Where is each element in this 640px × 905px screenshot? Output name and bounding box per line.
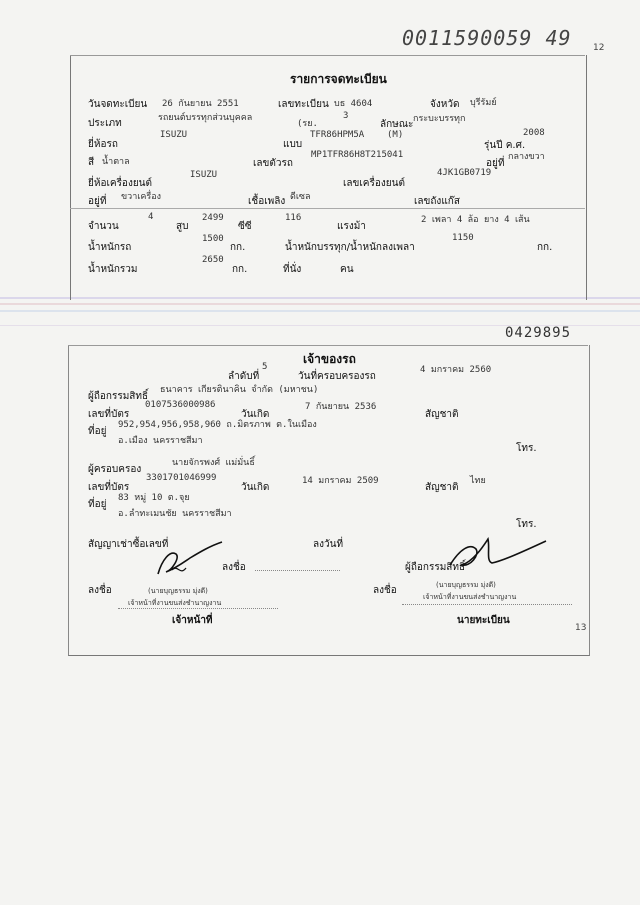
chassis-location: กลางขวา — [508, 152, 545, 162]
engine-number-label: เลขเครื่องยนต์ — [343, 178, 405, 189]
plate: บธ 4604 — [334, 99, 373, 109]
seq-number: 5 — [262, 362, 268, 372]
owner-stamp-number: 0429895 — [505, 325, 572, 341]
load-unit: กก. — [537, 242, 553, 253]
brand: ISUZU — [160, 130, 188, 140]
horsepower: 116 — [285, 213, 302, 223]
official-signature — [150, 540, 230, 580]
cylinder-label: สูบ — [176, 221, 189, 232]
holder-address-2: อ.เมือง นครราชสีมา — [118, 436, 203, 446]
engine-brand-label: ยี่ห้อเครื่องยนต์ — [88, 178, 153, 189]
fuel: ดีเซล — [290, 192, 311, 202]
official-sign-title: เจ้าหน้าที่งานขนส่งชำนาญงาน — [128, 599, 222, 607]
registrar-sign-name: (นายบุญธรรม มุ่งดี) — [436, 581, 496, 589]
registration-title: รายการจดทะเบียน — [290, 72, 387, 86]
type-code: (รย. — [297, 119, 318, 129]
possessor-name: นายจักรพงศ์ แม่มั่นธิ์ — [172, 458, 255, 468]
plate-label: เลขทะเบียน — [278, 99, 329, 110]
reg-date: 26 กันยายน 2551 — [162, 99, 239, 109]
engine-at-label: อยู่ที่ — [88, 196, 107, 207]
seats-label: ที่นั่ง — [283, 264, 302, 275]
brand-label: ยี่ห้อรถ — [88, 139, 118, 150]
fuel-label: เชื้อเพลิง — [248, 196, 286, 207]
possessor-address-1: 83 หมู่ 10 ต.จุย — [118, 493, 190, 503]
possessor-label: ผู้ครอบครอง — [88, 464, 142, 475]
official-label: เจ้าหน้าที่ — [172, 615, 213, 626]
possessor-address-label: ที่อยู่ — [88, 499, 107, 510]
holder-nationality-label: สัญชาติ — [425, 409, 459, 420]
possessor-nationality-label: สัญชาติ — [425, 482, 459, 493]
nature-label: ลักษณะ — [380, 119, 414, 130]
cc-label: ซีซี — [238, 221, 252, 232]
model-year: 2008 — [523, 128, 545, 138]
type-label: ประเภท — [88, 118, 122, 129]
total-weight: 2650 — [202, 255, 224, 265]
vehicle-weight: 1500 — [202, 234, 224, 244]
engine-number: 4JK1GB0719 — [437, 168, 492, 178]
load-label: น้ำหนักบรรทุก/น้ำหนักลงเพลา — [285, 242, 415, 253]
province-label: จังหวัด — [430, 99, 460, 110]
holder-sign-label: ผู้ถือกรรมสิทธิ์ — [405, 562, 466, 573]
holder-id-label: เลขที่บัตร — [88, 409, 130, 420]
official-sign-label: ลงชื่อ — [88, 585, 112, 596]
contract-date-label: ลงวันที่ — [313, 539, 344, 550]
possessor-nationality: ไทย — [470, 476, 486, 486]
engine-brand: ISUZU — [190, 170, 218, 180]
possessor-id-label: เลขที่บัตร — [88, 482, 130, 493]
holder-name: ธนาคาร เกียรตินาคิน จำกัด (มหาชน) — [160, 385, 319, 395]
possessor-address-2: อ.ลำทะเมนชัย นครราชสีมา — [118, 509, 232, 519]
possessor-tel-label: โทร. — [516, 519, 537, 530]
reg-date-label: วันจดทะเบียน — [88, 99, 148, 110]
registrar-sign-label: ลงชื่อ — [373, 585, 397, 596]
frame-owner-top-line — [68, 345, 588, 346]
holder-dob-label: วันเกิด — [241, 409, 270, 420]
owner-title: เจ้าของรถ — [303, 352, 356, 366]
hp-label: แรงม้า — [337, 221, 366, 232]
total-weight-unit: กก. — [232, 264, 248, 275]
chassis-number: MP1TFR86H8T215041 — [311, 150, 404, 160]
holder-dob: 7 กันยายน 2536 — [305, 402, 377, 412]
official-sign-line — [118, 608, 278, 609]
page-number-top: 12 — [593, 43, 605, 53]
holder-address-1: 952,954,956,958,960 ถ.มิตรภาพ ต.ในเมือง — [118, 420, 317, 430]
registrar-signature — [440, 535, 550, 575]
weight-unit: กก. — [230, 242, 246, 253]
vehicle-type: รถยนต์บรรทุกส่วนบุคคล — [158, 113, 253, 123]
frame-top-line — [70, 55, 585, 56]
count-label: จำนวน — [88, 221, 119, 232]
registrar-sign-line — [402, 604, 572, 605]
separator-line — [70, 208, 585, 209]
possess-date: 4 มกราคม 2560 — [420, 365, 492, 375]
model-label: แบบ — [283, 139, 303, 150]
load-weight: 1150 — [452, 233, 474, 243]
registrar-label: นายทะเบียน — [457, 615, 510, 626]
nature: กระบะบรรทุก — [413, 114, 466, 124]
model: TFR86HPM5A — [310, 130, 365, 140]
scan-artifact — [0, 303, 640, 305]
gas-tank-label: เลขถังแก๊ส — [414, 196, 460, 207]
seq-label: ลำดับที่ — [228, 371, 260, 382]
seats-unit: คน — [340, 264, 354, 275]
official-sign-name: (นายบุญธรรม มุ่งดี) — [148, 587, 208, 595]
possess-date-label: วันที่ครอบครองรถ — [298, 371, 376, 382]
possessor-dob: 14 มกราคม 2509 — [302, 476, 379, 486]
registrar-sign-title: เจ้าหน้าที่งานขนส่งชำนาญงาน — [423, 593, 517, 601]
holder-id: 0107536000986 — [145, 400, 216, 410]
province: บุรีรัมย์ — [470, 98, 497, 108]
chassis-label: เลขตัวรถ — [253, 158, 293, 169]
contract-label: สัญญาเช่าซื้อเลขที่ — [88, 539, 169, 550]
holder-label: ผู้ถือกรรมสิทธิ์ — [88, 391, 149, 402]
holder-address-label: ที่อยู่ — [88, 426, 107, 437]
color: น้ำตาล — [102, 157, 130, 167]
chassis-at-label: อยู่ที่ — [486, 158, 505, 169]
sign-line-left — [255, 570, 340, 571]
model-suffix: (M) — [387, 130, 404, 140]
holder-tel-label: โทร. — [516, 443, 537, 454]
engine-location: ขวาเครื่อง — [121, 192, 161, 202]
scan-artifact — [0, 310, 640, 312]
page-number-bottom: 13 — [575, 623, 587, 633]
document-number: 0011590059 49 — [402, 26, 572, 50]
axle-info: 2 เพลา 4 ล้อ ยาง 4 เส้น — [421, 215, 530, 225]
possessor-id: 3301701046999 — [146, 473, 217, 483]
sign-label-left: ลงชื่อ — [222, 562, 246, 573]
color-label: สี — [88, 157, 95, 168]
possessor-dob-label: วันเกิด — [241, 482, 270, 493]
type-code-number: 3 — [343, 111, 349, 121]
model-year-label: รุ่นปี ค.ศ. — [484, 140, 526, 151]
weight-label: น้ำหนักรถ — [88, 242, 132, 253]
cylinder-count: 4 — [148, 212, 154, 222]
engine-cc: 2499 — [202, 213, 224, 223]
total-weight-label: น้ำหนักรวม — [88, 264, 138, 275]
